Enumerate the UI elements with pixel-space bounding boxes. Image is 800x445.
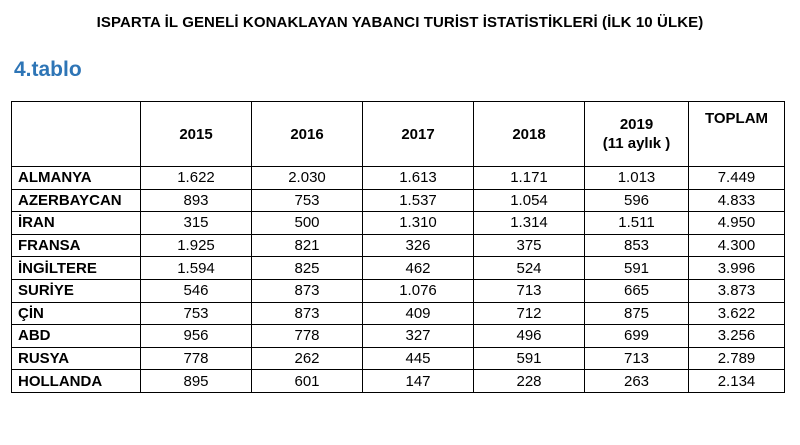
table-row: [12, 370, 785, 393]
table-body: [12, 167, 785, 393]
country-cell: FRANSA: [12, 234, 141, 257]
header-2019-note: (11 aylık ): [602, 135, 671, 152]
value-2017-cell: 326: [363, 234, 474, 257]
value-2015-cell: 1.594: [141, 257, 252, 280]
value-2017-cell: 1.310: [363, 212, 474, 235]
table-row: [12, 257, 785, 280]
value-total-cell: 2.789: [689, 347, 785, 370]
value-total-cell: 4.300: [689, 234, 785, 257]
value-2016-cell: 753: [252, 189, 363, 212]
header-2015: 2015: [141, 102, 252, 167]
table-row: [12, 302, 785, 325]
header-2018: 2018: [474, 102, 585, 167]
table-row: [12, 234, 785, 257]
value-2017-cell: 445: [363, 347, 474, 370]
value-total-cell: 4.950: [689, 212, 785, 235]
value-2017-cell: 147: [363, 370, 474, 393]
value-2015-cell: 1.622: [141, 167, 252, 190]
header-2019-year: 2019: [619, 116, 654, 133]
table-row: [12, 167, 785, 190]
value-2019-cell: 263: [585, 370, 689, 393]
value-2015-cell: 753: [141, 302, 252, 325]
value-2019-cell: 1.013: [585, 167, 689, 190]
value-2018-cell: 375: [474, 234, 585, 257]
table-row: [12, 212, 785, 235]
value-2017-cell: 1.613: [363, 167, 474, 190]
value-2019-cell: 665: [585, 279, 689, 302]
value-total-cell: 7.449: [689, 167, 785, 190]
country-cell: SURİYE: [12, 279, 141, 302]
value-2018-cell: 228: [474, 370, 585, 393]
table-row: [12, 279, 785, 302]
value-total-cell: 3.256: [689, 325, 785, 348]
value-2015-cell: 778: [141, 347, 252, 370]
value-2017-cell: 1.537: [363, 189, 474, 212]
value-2015-cell: 546: [141, 279, 252, 302]
page-title: ISPARTA İL GENELİ KONAKLAYAN YABANCI TURİST İSTATİSTİKLERİ (İLK 10 ÜLKE): [96, 14, 704, 31]
value-2019-cell: 596: [585, 189, 689, 212]
value-2015-cell: 895: [141, 370, 252, 393]
value-2019-cell: 1.511: [585, 212, 689, 235]
table-row: [12, 325, 785, 348]
country-cell: RUSYA: [12, 347, 141, 370]
value-2019-cell: 591: [585, 257, 689, 280]
country-cell: ALMANYA: [12, 167, 141, 190]
value-2017-cell: 409: [363, 302, 474, 325]
table-caption: 4.tablo: [14, 58, 82, 81]
tourist-statistics-table: [11, 101, 785, 393]
value-2016-cell: 500: [252, 212, 363, 235]
value-2016-cell: 873: [252, 302, 363, 325]
header-2016: 2016: [252, 102, 363, 167]
header-row: [12, 102, 785, 167]
value-2018-cell: 1.171: [474, 167, 585, 190]
table-row: [12, 347, 785, 370]
value-2018-cell: 1.314: [474, 212, 585, 235]
value-2016-cell: 262: [252, 347, 363, 370]
header-total: TOPLAM: [689, 102, 785, 167]
value-2017-cell: 327: [363, 325, 474, 348]
value-2016-cell: 825: [252, 257, 363, 280]
value-2016-cell: 821: [252, 234, 363, 257]
header-country: [12, 102, 141, 167]
value-2017-cell: 462: [363, 257, 474, 280]
value-total-cell: 3.873: [689, 279, 785, 302]
value-2017-cell: 1.076: [363, 279, 474, 302]
value-total-cell: 3.996: [689, 257, 785, 280]
value-2018-cell: 713: [474, 279, 585, 302]
value-2019-cell: 713: [585, 347, 689, 370]
value-2015-cell: 893: [141, 189, 252, 212]
country-cell: ÇİN: [12, 302, 141, 325]
value-2018-cell: 524: [474, 257, 585, 280]
value-2015-cell: 315: [141, 212, 252, 235]
country-cell: AZERBAYCAN: [12, 189, 141, 212]
value-total-cell: 4.833: [689, 189, 785, 212]
table-row: [12, 189, 785, 212]
header-2019: [585, 102, 689, 167]
value-2018-cell: 712: [474, 302, 585, 325]
value-2016-cell: 873: [252, 279, 363, 302]
country-cell: İNGİLTERE: [12, 257, 141, 280]
value-2019-cell: 875: [585, 302, 689, 325]
value-2015-cell: 956: [141, 325, 252, 348]
value-2016-cell: 601: [252, 370, 363, 393]
value-2019-cell: 699: [585, 325, 689, 348]
header-2017: 2017: [363, 102, 474, 167]
value-2018-cell: 1.054: [474, 189, 585, 212]
value-total-cell: 2.134: [689, 370, 785, 393]
value-2018-cell: 591: [474, 347, 585, 370]
country-cell: ABD: [12, 325, 141, 348]
value-2015-cell: 1.925: [141, 234, 252, 257]
value-2018-cell: 496: [474, 325, 585, 348]
value-2016-cell: 2.030: [252, 167, 363, 190]
country-cell: İRAN: [12, 212, 141, 235]
value-2019-cell: 853: [585, 234, 689, 257]
country-cell: HOLLANDA: [12, 370, 141, 393]
value-2016-cell: 778: [252, 325, 363, 348]
value-total-cell: 3.622: [689, 302, 785, 325]
